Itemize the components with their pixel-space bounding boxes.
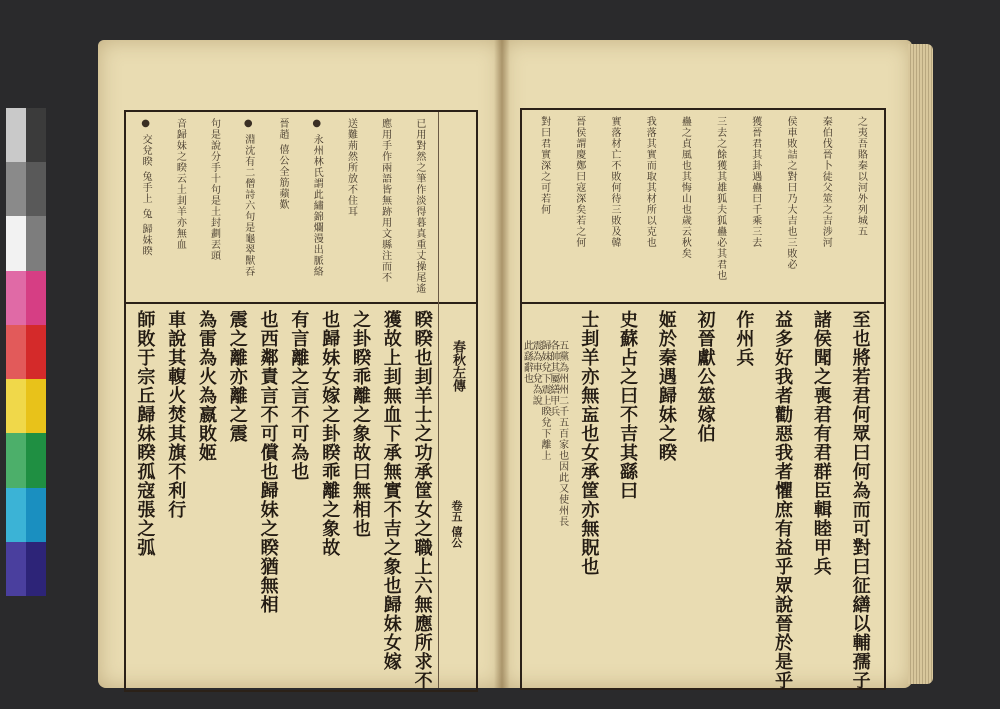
calibration-swatch-row (6, 162, 46, 216)
text-column: 對曰君實深之可若何 (538, 116, 550, 215)
text-column: 侯車敗詰之對曰乃大吉也三敗必 (785, 116, 796, 270)
calibration-swatch-row (6, 216, 46, 270)
text-column: 益多好我者勸惡我者懼庶有益乎眾說晉於是乎 (772, 310, 794, 690)
text-column: ● 永州林氏謂此繡錦爛漫出脈絡 (311, 118, 323, 278)
text-column: 晉趙 僖公全筋蘋歎 (277, 118, 288, 211)
calibration-swatch (26, 379, 46, 433)
calibration-swatch-row (6, 108, 46, 162)
text-column: 史蘇占之曰不吉其繇曰 (617, 310, 639, 500)
text-column: 蠱之貞風也其悔山也歲云秋矣 (679, 116, 691, 259)
text-column: 士刲羊亦無衁也女承筐亦無貺也 (578, 310, 600, 576)
text-column: 音歸妹之睽云土刲羊亦無血 (174, 118, 186, 250)
calibration-swatch (6, 325, 26, 379)
text-column: 各帥其屬繕甲兵 (547, 340, 559, 417)
text-column: 諸侯聞之喪君有君群臣輯睦甲兵 (810, 310, 832, 576)
calibration-swatch (26, 433, 46, 487)
calibration-swatch (6, 162, 26, 216)
calibration-swatch (6, 542, 26, 596)
text-column: 初晉獻公筮嫁伯 (694, 310, 716, 443)
calibration-swatch (6, 108, 26, 162)
calibration-swatch-row (6, 433, 46, 487)
page-edges (908, 44, 933, 684)
calibration-swatch (26, 325, 46, 379)
calibration-swatch (6, 379, 26, 433)
calibration-swatch-row (6, 325, 46, 379)
text-column: 姬於秦遇歸妹之睽 (655, 310, 677, 462)
text-column: 作州兵 (733, 310, 755, 367)
left-folio: 卷五 僖公 (450, 500, 463, 548)
text-column: 師敗于宗丘歸妹睽孤寇張之弧 (134, 310, 156, 557)
calibration-swatch (26, 271, 46, 325)
calibration-swatch (26, 162, 46, 216)
calibration-swatch (26, 488, 46, 542)
calibration-swatch (6, 433, 26, 487)
text-column: 晉侯謂慶鄭曰寇深矣若之何 (573, 116, 585, 248)
text-column: 五黨為州州二千五百家也因此又使州長 (556, 340, 568, 527)
left-page-margin-rule (438, 112, 439, 688)
text-column: 獲晉君其卦遇蠱曰千乘三去 (749, 116, 761, 248)
text-column: 句是說分手十句是土封劃丟頭 (208, 118, 220, 261)
text-column: ● 淵沈有二僧詩六句是龜翠獸吞 (242, 118, 254, 278)
left-running-head: 春秋左傳 (450, 340, 465, 392)
calibration-swatch (6, 271, 26, 325)
text-column: 睽睽也刲羊士之功承筐女之職上六無應所求不 (411, 310, 433, 690)
text-column: 應用手作兩語皆無跡用文縣注而不 (379, 118, 391, 283)
text-column: ● 交兌睽 兔手上 兔 歸妹睽 (140, 118, 152, 257)
text-column: 已用對然之筆作淡得暮真重丈操尾遙 (413, 118, 425, 294)
color-calibration-strip (6, 108, 46, 596)
calibration-swatch-row (6, 542, 46, 596)
book-gutter (494, 40, 510, 688)
text-column: 至也將若君何眾曰何為而可對曰征繕以輔孺子 (849, 310, 871, 690)
open-book (98, 40, 933, 688)
text-column: 有言離之言不可為也 (288, 310, 310, 481)
left-page-divider (124, 302, 476, 304)
calibration-swatch (26, 108, 46, 162)
text-column: 也歸妹女嫁之卦睽乖離之象故 (319, 310, 341, 557)
text-column: 秦伯伐晉卜徒父筮之吉涉河 (820, 116, 832, 248)
calibration-swatch (26, 216, 46, 270)
text-column: 送難荊然所放不住耳 (345, 118, 357, 217)
text-column: 之卦睽乖離之象故曰無相也 (350, 310, 371, 538)
calibration-swatch-row (6, 271, 46, 325)
calibration-swatch-row (6, 379, 46, 433)
text-column: 之夷吾賂秦以河外列城五 (855, 116, 867, 237)
text-column: 為雷為火為嬴敗姬 (196, 310, 217, 462)
right-page-divider (520, 302, 886, 304)
text-column: 車說其輹火焚其旗不利行 (165, 310, 187, 519)
calibration-swatch-row (6, 488, 46, 542)
text-column: 歸妹兌下震上睽兌下離上 (539, 340, 550, 461)
text-column: 我落其實而取其材所以克也 (644, 116, 656, 248)
calibration-swatch (26, 542, 46, 596)
text-column: 獲故上刲無血下承無實不吉之象也歸妹女嫁 (380, 310, 402, 671)
calibration-swatch (6, 216, 26, 270)
text-column: 震之離亦離之震 (226, 310, 248, 443)
calibration-swatch (6, 488, 26, 542)
text-column: 三去之餘獲其雄狐夫狐蠱必其君也 (714, 116, 726, 281)
text-column: 此繇辭也 (521, 340, 533, 384)
text-column: 震為車兌為說 (530, 340, 542, 406)
text-column: 實落材亡不敗何待三敗及韓 (609, 116, 620, 248)
text-column: 也西鄰責言不可償也歸妹之睽猶無相 (257, 310, 279, 614)
